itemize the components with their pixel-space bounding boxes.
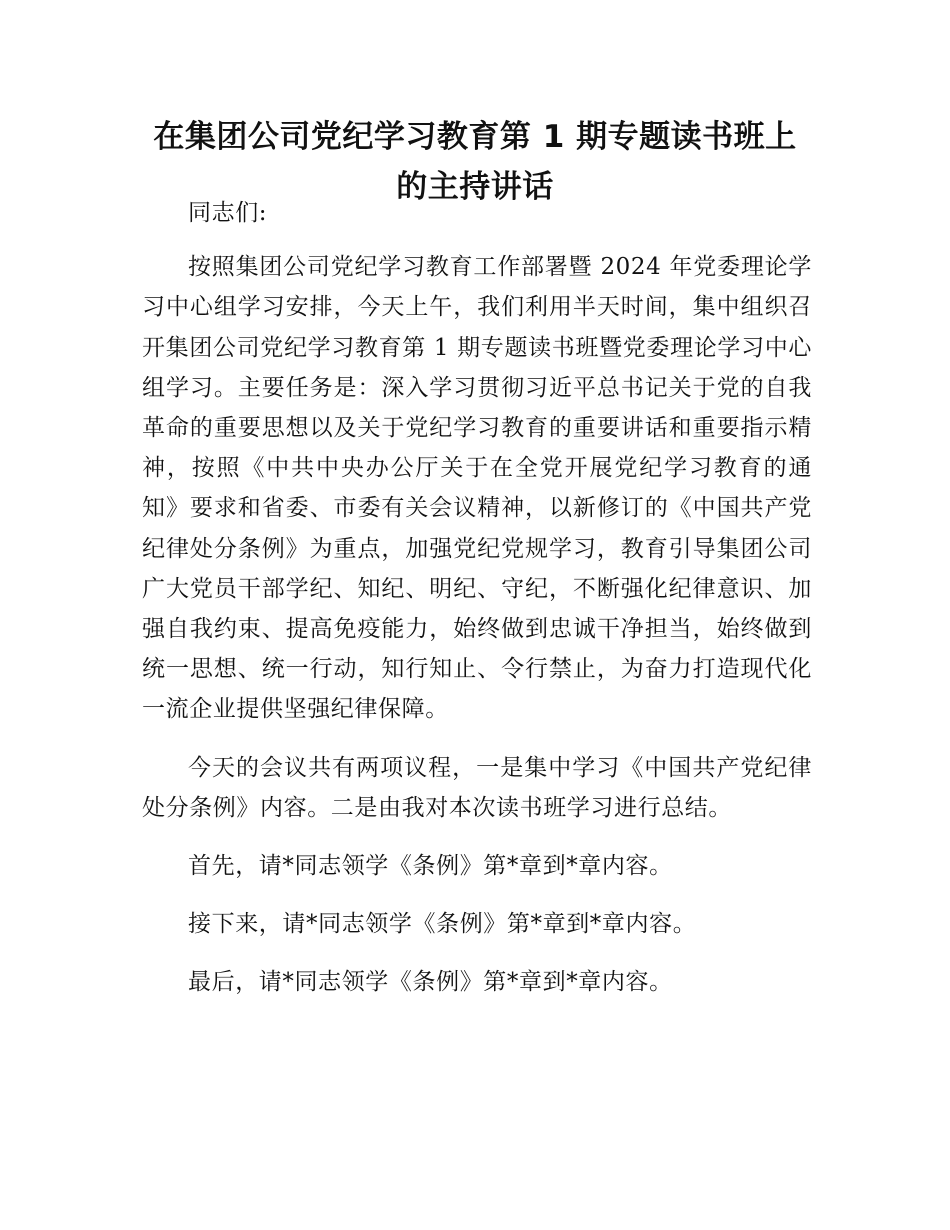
salutation: 同志们:	[188, 200, 268, 226]
paragraph-second-reader: 接下来，请*同志领学《条例》第*章到*章内容。	[188, 911, 697, 938]
paragraph-first-reader: 首先，请*同志领学《条例》第*章到*章内容。	[188, 853, 673, 880]
document-title-line-2: 的主持讲话	[396, 169, 554, 205]
paragraph-agenda: 今天的会议共有两项议程，一是集中学习《中国共产党纪律处分条例》内容。二是由我对本次读书班学习进行总结。	[142, 754, 812, 821]
document-title-line-1: 在集团公司党纪学习教育第 1 期专题读书班上	[153, 119, 797, 155]
paragraph-opening: 按照集团公司党纪学习教育工作部署暨 2024 年党委理论学习中心组学习安排，今天上午，我们利用半天时间，集中组织召开集团公司党纪学习教育第 1 期专题读书班暨党委理论学习中心组学习。主要任务是：深入学习贯彻习近平总书记关于党的自我革命的重要思想以及关于党纪学习教育的重要讲话和重要指示精神，按照《中共中央办公厅关于在全党开展党纪学习教育的通知》要求和省委、市委有关会议精神，以新修订的《中国共产党纪律处分条例》为重点，加强党纪党规学习，教育引导集团公司广大党员干部学纪、知纪、明纪、守纪，不断强化纪律意识、加强自我约束、提高免疫能力，始终做到忠诚干净担当，始终做到统一思想、统一行动，知行知止、令行禁止，为奋力打造现代化一流企业提供坚强纪律保障。	[142, 254, 812, 723]
document-body	[142, 193, 812, 1021]
paragraph-last-reader: 最后，请*同志领学《条例》第*章到*章内容。	[188, 969, 673, 996]
